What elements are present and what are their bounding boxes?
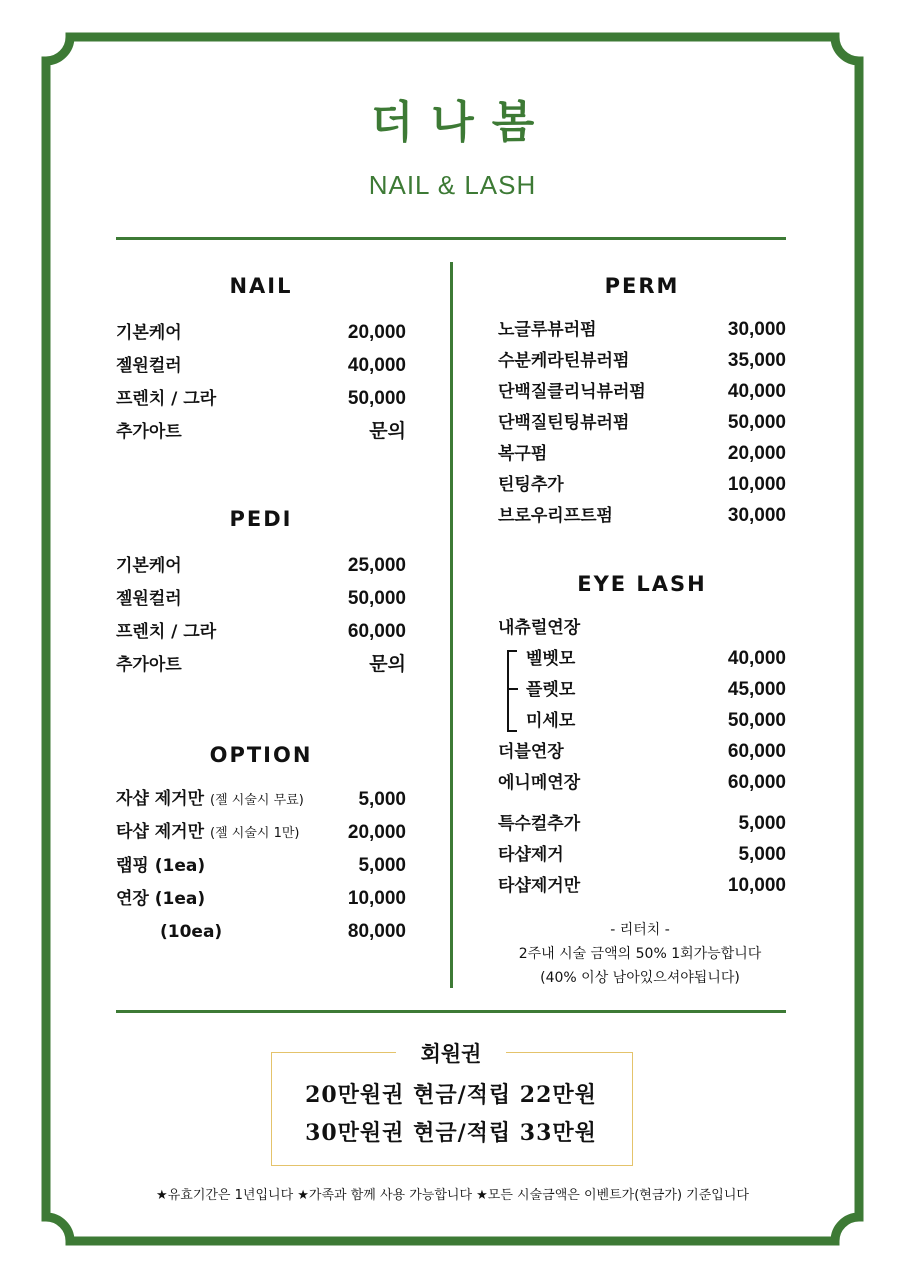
item-price: 20,000 <box>347 821 406 843</box>
item-price: 45,000 <box>727 678 786 700</box>
retouch-line-1: 2주내 시술 금액의 50% 1회가능합니다 <box>518 946 762 962</box>
eyelash-section <box>498 572 786 901</box>
column-divider <box>450 262 453 988</box>
item-price: 문의 <box>369 653 406 675</box>
list-item <box>498 736 786 767</box>
membership-title: 회원권 <box>396 1038 506 1068</box>
item-name: 젤원컬러 <box>116 588 182 609</box>
item-price: 25,000 <box>347 554 406 576</box>
item-name: 수분케라틴뷰러펌 <box>498 350 630 371</box>
item-name: 브로우리프트펌 <box>498 505 613 526</box>
item-name: (10ea) <box>160 921 223 942</box>
item-price: 30,000 <box>727 318 786 340</box>
item-name: 에니메연장 <box>498 772 581 793</box>
item-price: 40,000 <box>727 380 786 402</box>
item-price: 10,000 <box>727 473 786 495</box>
brand-subtitle: NAIL & LASH <box>368 170 537 200</box>
item-name: 타샵 제거만 <box>116 821 205 842</box>
item-name: 벨벳모 <box>526 648 576 669</box>
list-item <box>498 674 786 705</box>
retouch-note <box>470 918 810 990</box>
item-price: 40,000 <box>347 354 406 376</box>
item-name: 랩핑 (1ea) <box>116 855 206 876</box>
item-name: 틴팅추가 <box>498 474 564 495</box>
item-name: 타샵제거 <box>498 844 564 865</box>
bottom-divider <box>116 1010 786 1013</box>
item-name: 복구펌 <box>498 443 548 464</box>
item-note: (젤 시술시 무료) <box>210 792 304 808</box>
item-note: (젤 시술시 1만) <box>210 825 300 841</box>
item-price: 80,000 <box>347 920 406 942</box>
item-price: 50,000 <box>347 587 406 609</box>
list-item <box>498 376 786 407</box>
list-item <box>116 849 406 882</box>
list-item <box>498 870 786 901</box>
item-price: 50,000 <box>727 411 786 433</box>
item-price: 35,000 <box>727 349 786 371</box>
list-item <box>116 882 406 915</box>
list-item <box>116 582 406 615</box>
list-item <box>498 612 786 643</box>
item-name: 단백질클리닉뷰러펌 <box>498 381 646 402</box>
pedi-title: PEDI <box>229 507 293 531</box>
list-item <box>116 316 406 349</box>
perm-title: PERM <box>604 274 680 298</box>
item-price: 문의 <box>369 420 406 442</box>
list-item <box>116 349 406 382</box>
item-name: 프렌치 / 그라 <box>116 388 217 409</box>
list-item <box>116 915 406 948</box>
item-name: 연장 (1ea) <box>116 888 206 909</box>
top-divider <box>116 237 786 240</box>
item-name: 자샵 제거만 <box>116 788 205 809</box>
item-price: 20,000 <box>347 321 406 343</box>
item-price: 50,000 <box>347 387 406 409</box>
item-price: 30,000 <box>727 504 786 526</box>
item-name: 추가아트 <box>116 654 182 675</box>
list-item <box>116 549 406 582</box>
list-item <box>498 808 786 839</box>
list-item <box>498 345 786 376</box>
item-name: 타샵제거만 <box>498 875 581 896</box>
item-name: 플렛모 <box>526 679 576 700</box>
list-item <box>498 767 786 798</box>
membership-line-2: 30만원권 현금/적립 33만원 <box>305 1120 597 1146</box>
item-price: 5,000 <box>358 854 406 876</box>
item-name: 특수컬추가 <box>498 813 581 834</box>
list-item <box>498 438 786 469</box>
list-item <box>498 643 786 674</box>
list-item <box>498 314 786 345</box>
brand-title: 더나봄 <box>370 97 553 148</box>
item-name: 더블연장 <box>498 741 564 762</box>
nail-title: NAIL <box>229 274 293 298</box>
item-name: 노글루뷰러펌 <box>498 319 597 340</box>
item-price: 10,000 <box>347 887 406 909</box>
item-name: 젤원컬러 <box>116 355 182 376</box>
item-price: 5,000 <box>358 788 406 810</box>
item-price: 5,000 <box>738 812 786 834</box>
nail-section <box>116 274 406 448</box>
item-name: 기본케어 <box>116 322 182 343</box>
perm-section <box>498 274 786 531</box>
list-item <box>116 816 406 849</box>
item-price: 60,000 <box>727 740 786 762</box>
option-title: OPTION <box>209 743 313 767</box>
item-price: 50,000 <box>727 709 786 731</box>
item-price: 40,000 <box>727 647 786 669</box>
retouch-line-2: (40% 이상 남아있으셔야됩니다) <box>540 970 740 986</box>
bracket-tick <box>508 688 518 690</box>
item-name: 프렌치 / 그라 <box>116 621 217 642</box>
membership-box <box>271 1052 633 1166</box>
item-price: 60,000 <box>347 620 406 642</box>
item-name: 단백질틴팅뷰러펌 <box>498 412 630 433</box>
list-item <box>498 500 786 531</box>
membership-line-1: 20만원권 현금/적립 22만원 <box>305 1082 597 1108</box>
item-name: 추가아트 <box>116 421 182 442</box>
list-item <box>498 407 786 438</box>
list-item <box>498 839 786 870</box>
item-name: 미세모 <box>526 710 576 731</box>
list-item <box>116 648 406 681</box>
list-item <box>116 783 406 816</box>
list-item <box>498 469 786 500</box>
item-name: 기본케어 <box>116 555 182 576</box>
item-price: 5,000 <box>738 843 786 865</box>
option-section <box>116 743 406 948</box>
list-item <box>116 382 406 415</box>
item-price: 10,000 <box>727 874 786 896</box>
item-price: 20,000 <box>727 442 786 464</box>
list-item <box>116 415 406 448</box>
item-name: 내츄럴연장 <box>498 617 581 638</box>
item-price: 60,000 <box>727 771 786 793</box>
retouch-title: - 리터치 - <box>610 922 670 938</box>
eyelash-title: EYE LASH <box>577 572 707 596</box>
list-item <box>116 615 406 648</box>
footer-note: ★유효기간은 1년입니다 ★가족과 함께 사용 가능합니다 ★모든 시술금액은 이벤트가(현금가) 기준입니다 <box>156 1188 749 1203</box>
list-item <box>498 705 786 736</box>
pedi-section <box>116 507 406 681</box>
